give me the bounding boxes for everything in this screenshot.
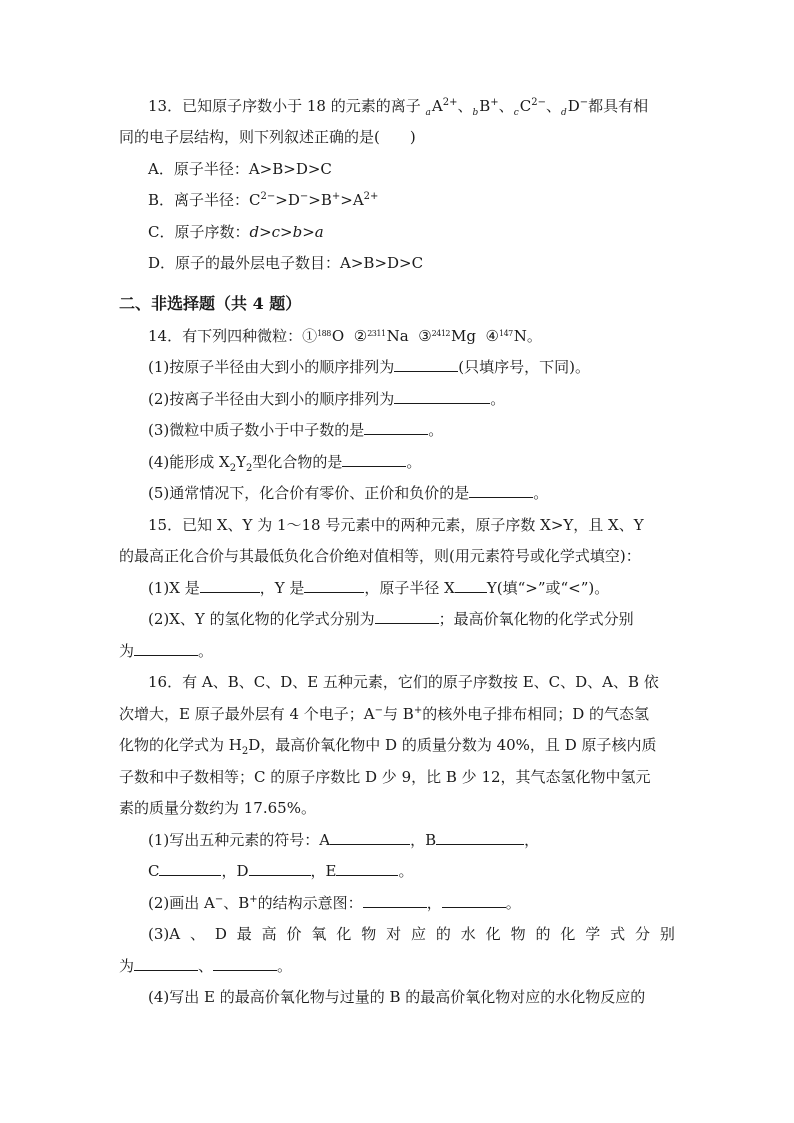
sub-question-text: (1)写出五种元素的符号：A [148, 831, 331, 849]
spaced-char: 水 [460, 925, 476, 943]
q15-sub-2-cont [119, 641, 213, 661]
sub-question-text: Y [236, 453, 246, 471]
sub-question-text: (2)按离子半径由大到小的顺序排列为 [148, 390, 395, 408]
separator: 、 [498, 97, 514, 115]
atomic-number: 12 [440, 329, 451, 338]
particle-label: ③ [418, 327, 432, 345]
q13-option-c [148, 222, 324, 242]
q14-sub-5 [148, 483, 548, 503]
ion-a-prefix: a [425, 108, 431, 118]
subscript: 2 [241, 746, 249, 757]
sub-question-text: ；最高价氧化物的化学式分别 [438, 610, 634, 628]
spaced-char: 物 [510, 925, 526, 943]
sub-question-text: Y(填“>”或“<”)。 [486, 579, 610, 597]
sub-question-text: (1)按原子半径由大到小的顺序排列为 [148, 358, 395, 376]
sub-question-text: 。 [533, 484, 549, 502]
sub-question-text: 、 [198, 957, 214, 975]
q13-stem-end: 都具有相 [588, 97, 649, 115]
sub-question-text: 。 [406, 453, 422, 471]
sub-question-text: 。 [198, 642, 214, 660]
atomic-number: 7 [508, 329, 513, 338]
subscript: 2 [229, 463, 237, 474]
answer-blank[interactable] [200, 578, 260, 593]
q15-stem-line-1: 15．已知 X、Y 为 1～18 号元素中的两种元素，原子序数 X>Y，且 X、Y [148, 516, 644, 534]
q16-stem-line-5: 素的质量分数约为 17.65%。 [119, 799, 316, 817]
sub-question-text: C [148, 862, 160, 880]
charge: − [299, 191, 309, 202]
sub-question-text: (只填序号，下同)。 [458, 358, 590, 376]
spaced-char: 氧 [311, 925, 327, 943]
mass-number: 23 [367, 329, 377, 338]
particle-label: ④ [485, 327, 499, 345]
separator: 、 [545, 97, 561, 115]
sub-question-text: 的结构示意图： [257, 894, 363, 912]
sub-question-text: (4)能形成 X [148, 453, 230, 471]
q16-sub-4: (4)写出 E 的最高价氧化物与过量的 B 的最高价氧化物对应的水化物反应的 [148, 988, 646, 1006]
sub-question-text: ，E [310, 862, 337, 880]
spaced-char: 对 [386, 925, 402, 943]
isotope-3-label [432, 329, 450, 338]
answer-blank[interactable] [436, 830, 524, 845]
sub-question-text: 。 [505, 894, 521, 912]
atomic-number: 8 [326, 329, 331, 338]
sub-question-text: (3)微粒中质子数小于中子数的是 [148, 421, 365, 439]
spaced-char: 的 [535, 925, 551, 943]
sub-question-text: ，Y 是 [259, 579, 305, 597]
q14-sub-4 [148, 452, 421, 472]
answer-blank[interactable] [455, 578, 487, 593]
answer-blank[interactable] [134, 641, 198, 656]
q14-sub-3 [148, 420, 443, 440]
q16-sub-3-cont [119, 956, 292, 976]
ion-b: B [479, 97, 491, 115]
sub-question-text: ， [426, 894, 442, 912]
ion-a-charge: 2+ [442, 97, 458, 108]
spaced-char: 化 [336, 925, 352, 943]
charge: − [214, 894, 224, 905]
q14-stem-text: 14．有下列四种微粒：① [148, 327, 318, 345]
ion-a: A [431, 97, 443, 115]
option-c-prefix: C．原子序数： [148, 223, 250, 241]
atomic-number: 11 [376, 329, 386, 338]
isotope-1-label [317, 329, 331, 338]
option-b-part: >B [308, 191, 332, 209]
answer-blank[interactable] [134, 956, 198, 971]
option-b-prefix: B．离子半径：C [148, 191, 261, 209]
answer-blank[interactable] [342, 452, 406, 467]
q16-stem-line-3 [119, 735, 657, 755]
option-c-value: d>c>b>a [249, 223, 324, 241]
ion-b-charge: + [490, 97, 499, 108]
q16-sub-1-cont [148, 861, 413, 881]
section-title: 二、非选择题（共 4 题） [119, 294, 302, 313]
spaced-char: 分 [635, 925, 651, 943]
q15-stem-line-2: 的最高正化合价与其最低负化合价绝对值相等，则(用元素符号或化学式填空)： [119, 547, 641, 565]
sub-question-text: ，原子半径 X [364, 579, 455, 597]
charge: 2− [260, 191, 276, 202]
isotope-4-label [499, 329, 513, 338]
q15-sub-1 [148, 578, 609, 598]
sub-question-text: (1)X 是 [148, 579, 200, 597]
element-symbol: O [331, 327, 345, 345]
q16-stem-line-1: 16．有 A、B、C、D、E 五种元素，它们的原子序数按 E、C、D、A、B 依 [148, 673, 659, 691]
sub-question-text: (2)X、Y 的氢化物的化学式分别为 [148, 610, 375, 628]
answer-blank[interactable] [364, 420, 428, 435]
ion-c: C [519, 97, 532, 115]
sub-question-text: 。 [428, 421, 444, 439]
ion-d-charge: − [579, 97, 589, 108]
sub-question-text: 为 [119, 642, 135, 660]
q13-option-a: A．原子半径：A>B>D>C [148, 160, 332, 178]
charge: + [413, 705, 423, 716]
sub-question-text: ，B [410, 831, 437, 849]
q13-option-b [148, 190, 378, 210]
answer-blank[interactable] [469, 483, 533, 498]
sub-question-text: (5)通常情况下，化合价有零价、正价和负价的是 [148, 484, 470, 502]
answer-blank[interactable] [375, 609, 439, 624]
answer-blank[interactable] [249, 861, 311, 876]
particle-label: ② [353, 327, 368, 345]
spaced-char: 化 [560, 925, 576, 943]
element-symbol: Mg [451, 327, 476, 345]
spaced-char: 价 [286, 925, 302, 943]
subscript: 2 [245, 463, 253, 474]
stem-text: 与 B [383, 705, 414, 723]
q16-sub-2 [148, 893, 521, 913]
sub-question-text: 。 [490, 390, 506, 408]
mass-number: 24 [431, 329, 441, 338]
spaced-char: 化 [485, 925, 501, 943]
sub-question-text: ，D [221, 862, 249, 880]
sub-question-text: 型化合物的是 [252, 453, 343, 471]
mass-number: 18 [317, 329, 327, 338]
spaced-char: 学 [585, 925, 601, 943]
charge: − [374, 705, 384, 716]
spaced-char: 别 [659, 925, 675, 943]
isotope-2-label [367, 329, 385, 338]
charge: + [331, 191, 341, 202]
ion-d-prefix: d [560, 108, 567, 118]
answer-blank[interactable] [304, 578, 364, 593]
q13-stem-text: 13．已知原子序数小于 18 的元素的离子 [148, 97, 421, 115]
spaced-char: 最 [236, 925, 252, 943]
ion-c-charge: 2− [531, 97, 546, 108]
stem-text: 的核外电子排布相同；D 的气态氢 [422, 705, 650, 723]
ion-b-prefix: b [472, 108, 479, 118]
q16-sub-3 [148, 924, 675, 944]
option-b-part: >A [340, 191, 364, 209]
separator: 、 [457, 97, 473, 115]
answer-blank[interactable] [159, 861, 221, 876]
spaced-char: 物 [361, 925, 377, 943]
element-symbol: N。 [513, 327, 542, 345]
spaced-char: 式 [610, 925, 626, 943]
answer-blank[interactable] [442, 893, 506, 908]
answer-blank[interactable] [336, 861, 398, 876]
answer-blank[interactable] [330, 830, 410, 845]
stem-text: 化物的化学式为 H [119, 736, 242, 754]
ion-c-prefix: c [513, 108, 519, 118]
answer-blank[interactable] [394, 357, 458, 372]
answer-blank[interactable] [394, 389, 490, 404]
q16-stem-line-4: 子数和中子数相等；C 的原子序数比 D 少 9，比 B 少 12，其气态氢化物中氢元 [119, 768, 651, 786]
q16-sub-1 [148, 830, 539, 850]
stem-text: D，最高价氧化物中 D 的质量分数为 40%，且 D 原子核内质 [248, 736, 657, 754]
sub-question-text: 、B [223, 894, 250, 912]
option-b-part: >D [275, 191, 300, 209]
stem-text: 次增大，E 原子最外层有 4 个电子；A [119, 705, 375, 723]
mass-number: 14 [498, 329, 509, 338]
sub-question-text: 。 [398, 862, 414, 880]
spaced-char: (3)A [148, 925, 181, 943]
q13-option-d: D．原子的最外层电子数目：A>B>D>C [148, 254, 424, 272]
spaced-char: 、 [189, 925, 205, 943]
q14-stem [148, 326, 542, 349]
charge: 2+ [363, 191, 379, 202]
answer-blank[interactable] [213, 956, 277, 971]
q15-sub-2 [148, 609, 634, 629]
spaced-char: 的 [435, 925, 451, 943]
q13-stem-line-2: 同的电子层结构，则下列叙述正确的是( ) [119, 128, 416, 146]
q16-stem-line-2 [119, 704, 649, 724]
sub-question-text: 为 [119, 957, 135, 975]
element-symbol: Na [386, 327, 409, 345]
spaced-char: 高 [261, 925, 277, 943]
sub-question-text: (2)画出 A [148, 894, 215, 912]
q13-stem-line-1 [148, 96, 648, 119]
answer-blank[interactable] [363, 893, 427, 908]
ion-d: D [567, 97, 580, 115]
sub-question-text: 。 [277, 957, 293, 975]
q14-sub-1 [148, 357, 590, 377]
spaced-char: D [214, 925, 227, 943]
charge: + [249, 894, 258, 905]
spaced-char: 应 [411, 925, 427, 943]
q14-sub-2 [148, 389, 505, 409]
sub-question-text: ， [524, 831, 540, 849]
